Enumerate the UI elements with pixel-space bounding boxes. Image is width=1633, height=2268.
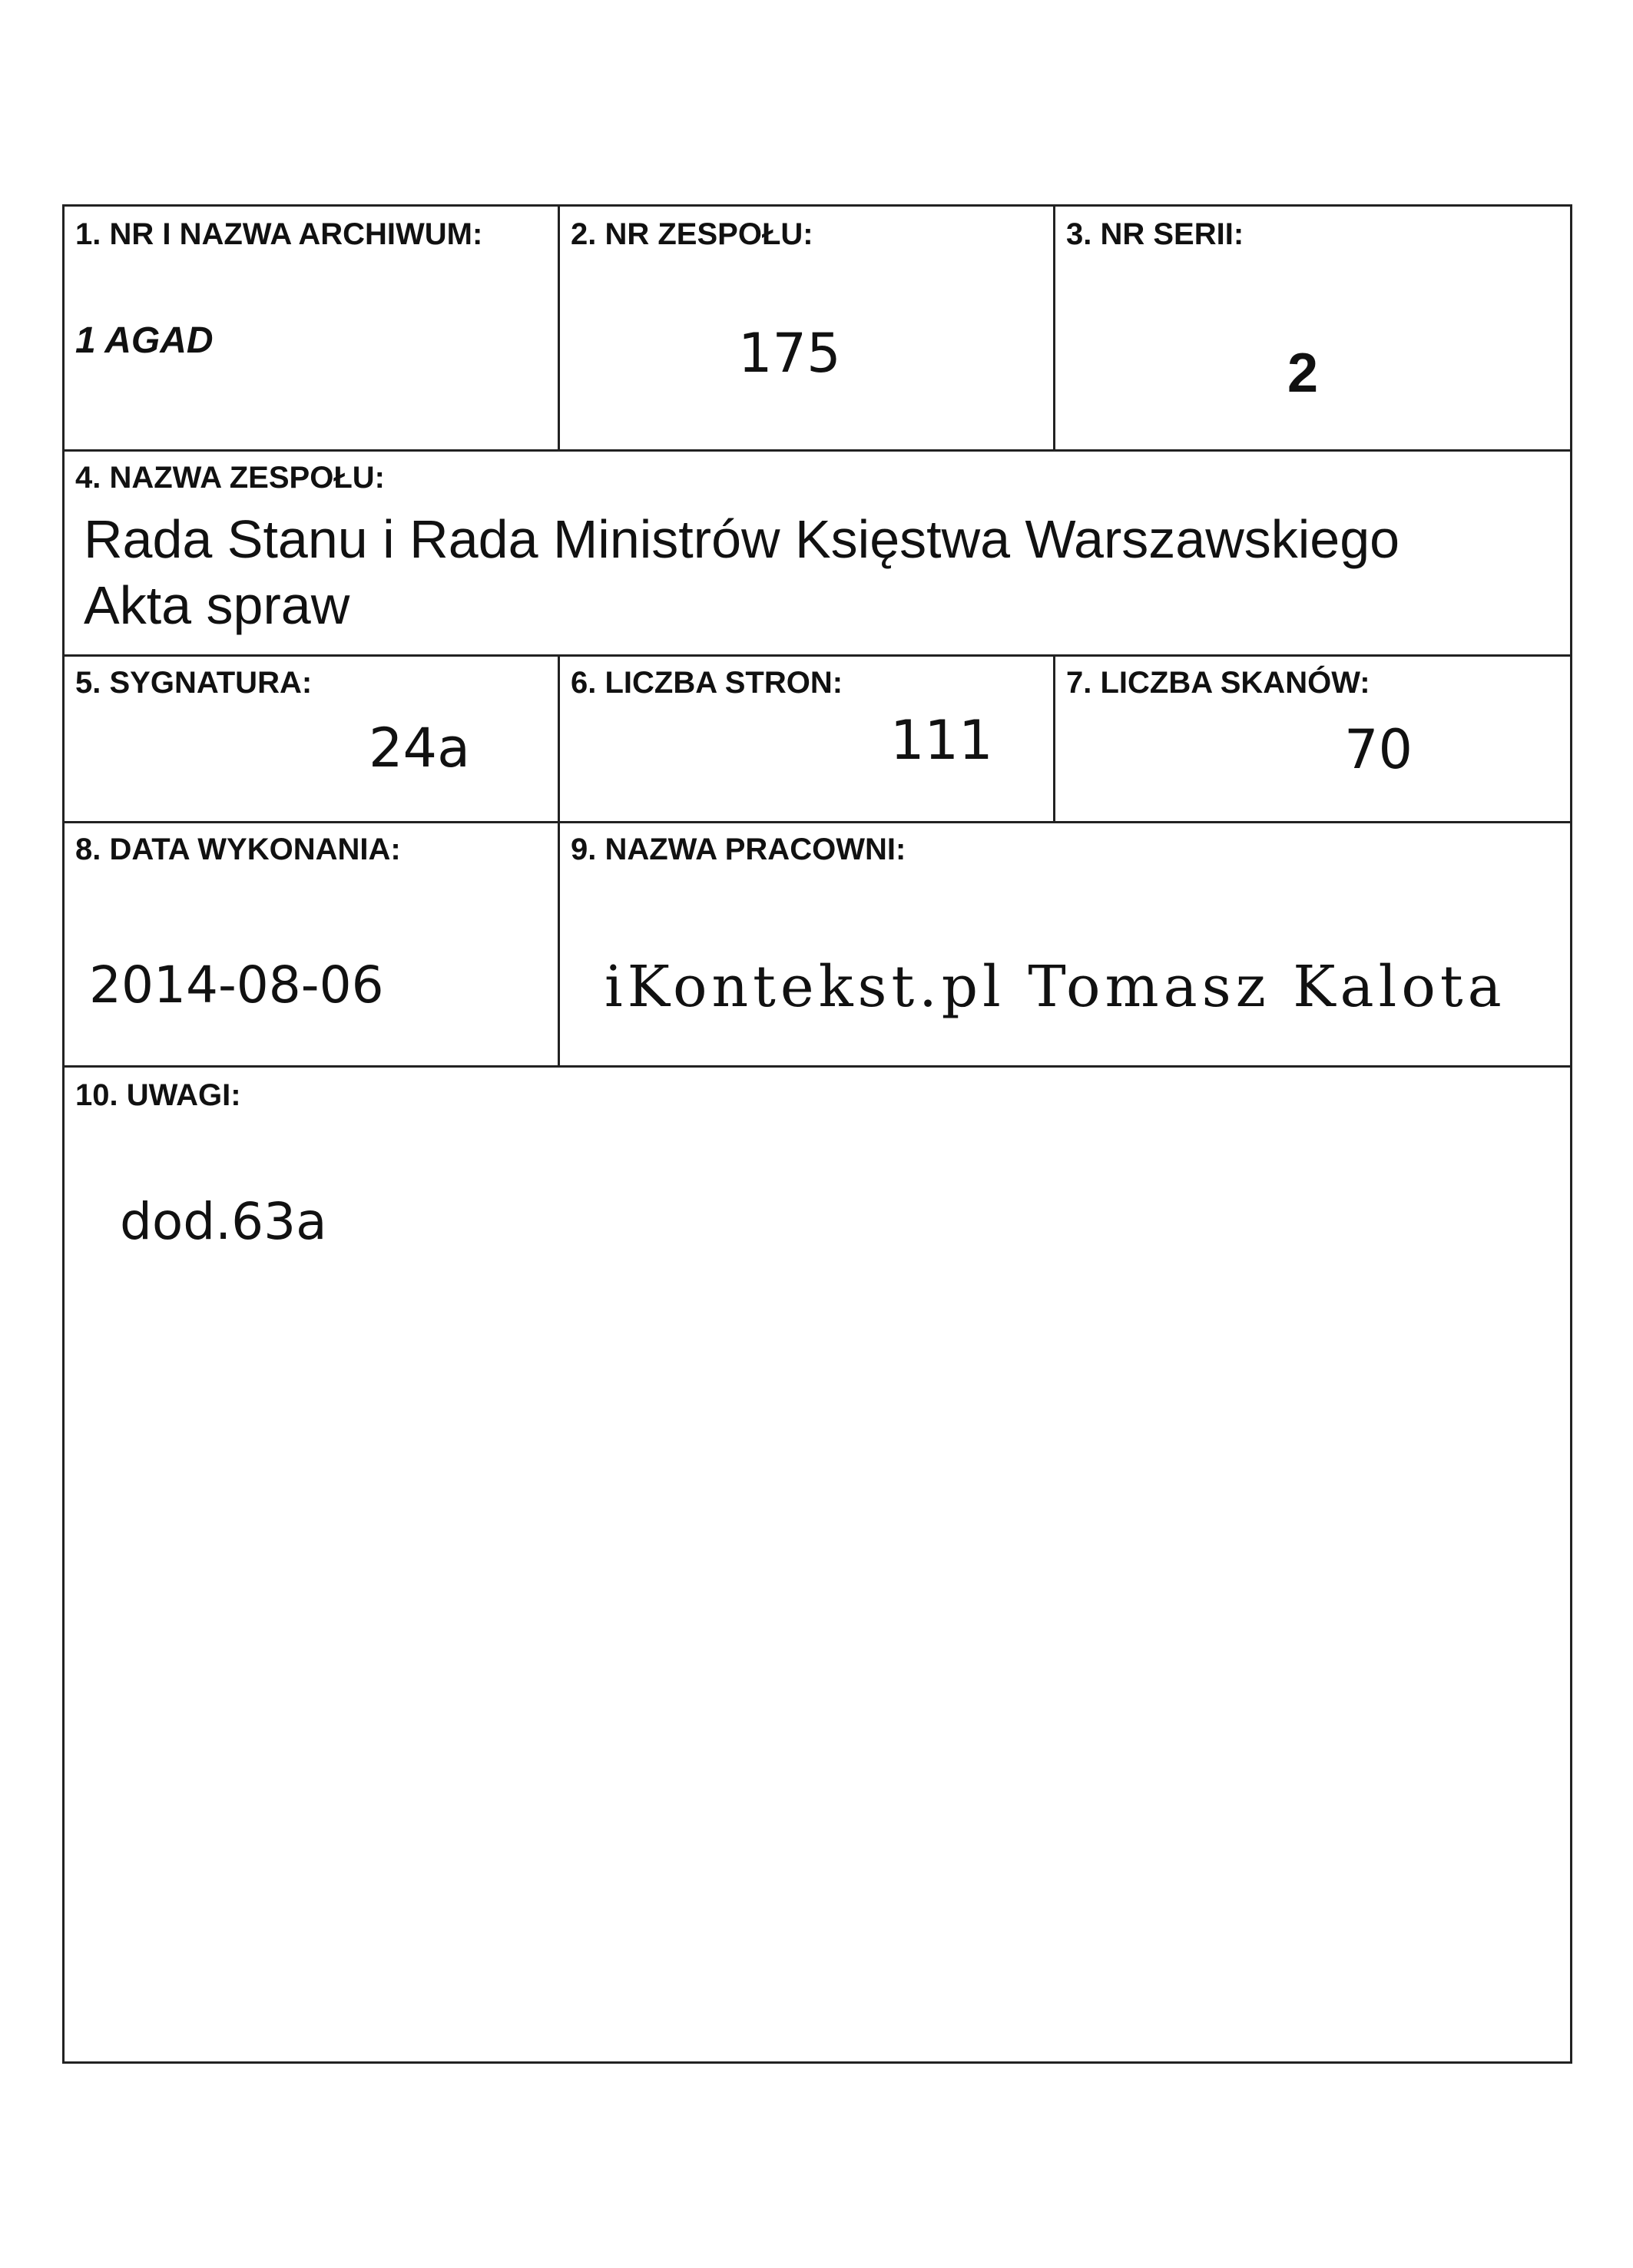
series-number-label: 3. NR SERII: [1066,217,1244,251]
fonds-name-cell [65,452,1570,654]
workshop-cell [560,823,1570,1065]
series-number-cell [1055,207,1570,449]
fonds-name-line2: Akta spraw [84,575,350,635]
series-number-value: 2 [1287,343,1319,404]
signature-label: 5. SYGNATURA: [75,666,313,700]
archive-metadata-form [62,204,1572,2064]
date-label: 8. DATA WYKONANIA: [75,833,401,866]
page-count-value: 111 [890,709,993,772]
archive-value: 1 AGAD [75,320,214,361]
scan-count-cell [1055,657,1570,821]
notes-value: dod.63a [120,1192,327,1251]
fonds-number-cell [560,207,1053,449]
fonds-number-value: 175 [738,322,841,385]
notes-label: 10. UWAGI: [75,1078,241,1112]
scan-count-label: 7. LICZBA SKANÓW: [1066,666,1370,700]
notes-cell [65,1068,1570,2061]
fonds-name-line1: Rada Stanu i Rada Ministrów Księstwa Warszawskiego [84,509,1400,569]
date-cell [65,823,558,1065]
page-count-cell [560,657,1053,821]
fonds-name-label: 4. NAZWA ZESPOŁU: [75,461,385,495]
signature-cell [65,657,558,821]
scan-count-value: 70 [1344,718,1413,781]
workshop-label: 9. NAZWA PRACOWNI: [571,833,906,866]
date-value: 2014-08-06 [89,955,384,1015]
page-count-label: 6. LICZBA STRON: [571,666,843,700]
signature-value: 24a [369,717,470,780]
workshop-value: iKontekst.pl Tomasz Kalota [605,954,1506,1020]
fonds-number-label: 2. NR ZESPOŁU: [571,217,813,251]
archive-cell [65,207,558,449]
archive-label: 1. NR I NAZWA ARCHIWUM: [75,217,483,251]
